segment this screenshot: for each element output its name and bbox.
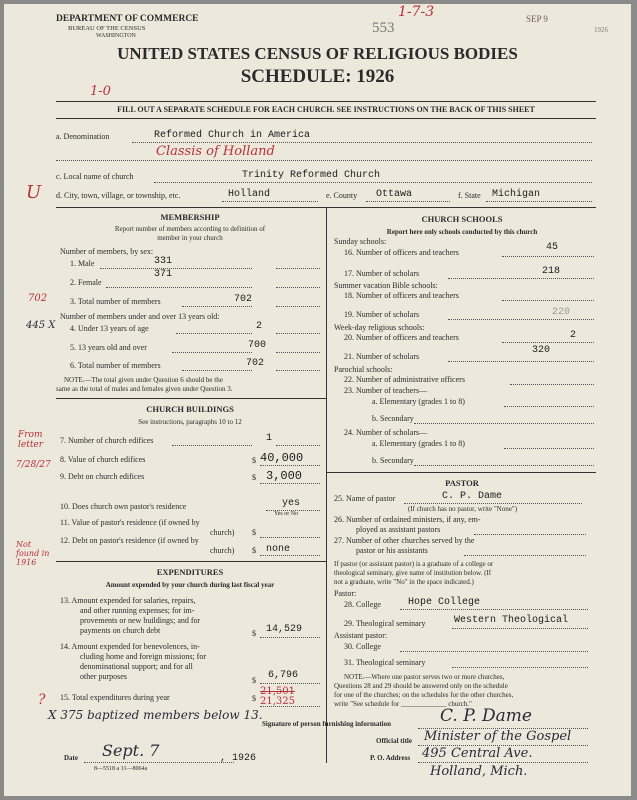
total-expenditure-mark: ? <box>38 692 46 708</box>
residence-debt-label-a: 12. Debt on pastor's residence (if owned by <box>60 536 199 545</box>
edifices-value: 1 <box>266 433 273 444</box>
official-title-label: Official title <box>376 737 412 745</box>
margin-mark-u: U <box>26 182 42 203</box>
under13-value: 2 <box>256 321 263 332</box>
edifices-label: 7. Number of church edifices <box>60 436 154 445</box>
edifice-value-label: 8. Value of church edifices <box>60 455 146 464</box>
weekday-officers-label: 20. Number of officers and teachers <box>344 333 459 342</box>
owns-residence-value: yes <box>282 498 301 509</box>
other-churches-a: 27. Number of other churches served by the <box>334 536 475 545</box>
date-label: Date <box>64 754 78 762</box>
admin-officers-label: 22. Number of administrative officers <box>344 375 465 384</box>
schools-title: CHURCH SCHOOLS <box>421 214 503 224</box>
membership-note2: same as the total of males and females given under Question 3. <box>56 385 233 393</box>
pastor-name-label: 25. Name of pastor <box>334 494 396 503</box>
assistant-sublabel: Assistant pastor: <box>334 631 388 640</box>
denomination-value: Reformed Church in America <box>154 130 311 141</box>
total6-label: 6. Total number of members <box>70 361 161 370</box>
expenditures-title: EXPENDITURES <box>156 567 224 577</box>
pastor-note-4: write "See schedule for _____________ church." <box>334 700 472 708</box>
ordained-ministers-a: 26. Number of ordained ministers, if any, em- <box>334 515 481 524</box>
not-found-note: Not found in 1916 <box>16 540 50 567</box>
weekday-officers-value: 2 <box>570 330 577 341</box>
from-letter-note: From letter <box>18 430 44 450</box>
print-code: 8—5518 a 11—8064a <box>94 766 148 772</box>
teachers-elementary-label: a. Elementary (grades 1 to 8) <box>372 397 465 406</box>
benevolences-b: cluding home and foreign missions; for <box>80 652 206 661</box>
pastor-college-value: Hope College <box>408 597 481 608</box>
residence-value-label-a: 11. Value of pastor's residence (if owned by <box>60 518 200 527</box>
pastor-name-value: C. P. Dame <box>442 491 503 502</box>
stamp-number: 553 <box>372 20 395 36</box>
parochial-schools-label: Parochial schools: <box>334 365 393 374</box>
expenditures-sub: Amount expended by your church during last fiscal year <box>105 581 275 589</box>
owns-residence-label: 10. Does church own pastor's residence <box>60 502 187 511</box>
over13-label: 5. 13 years old and over <box>70 343 147 352</box>
summer-schools-label: Summer vacation Bible schools: <box>334 281 438 290</box>
department-label: DEPARTMENT OF COMMERCE <box>56 14 199 24</box>
county-value: Ottawa <box>376 189 413 200</box>
assistant-college-label: 30. College <box>344 642 381 651</box>
running-expenses-value: 14,529 <box>266 624 303 635</box>
instruction-line: FILL OUT A SEPARATE SCHEDULE FOR EACH CHURCH. SEE INSTRUCTIONS ON THE BACK OF THIS SHEET <box>117 105 535 114</box>
schedule-title: SCHEDULE: 1926 <box>240 66 395 87</box>
total-expenditures-correction: 21,325 <box>260 696 295 707</box>
residence-value-label-b: church) <box>210 528 235 537</box>
denomination-label: a. Denomination <box>56 132 110 141</box>
dollar-sign-9: $ <box>252 473 256 482</box>
dollar-sign-13: $ <box>252 629 256 638</box>
dollar-sign-15: $ <box>252 694 256 703</box>
dollar-sign-12: $ <box>252 546 256 555</box>
stamp-code: 1-7-3 <box>398 4 435 20</box>
membership-title: MEMBERSHIP <box>160 212 220 222</box>
summer-scholars-label: 19. Number of scholars <box>344 310 420 319</box>
assistant-seminary-label: 31. Theological seminary <box>344 658 426 667</box>
sunday-officers-label: 16. Number of officers and teachers <box>344 248 459 257</box>
weekday-scholars-value: 320 <box>532 345 551 356</box>
by-sex-label: Number of members, by sex: <box>60 247 154 256</box>
female-value: 371 <box>154 269 173 280</box>
date-value: Sept. 7 <box>102 741 160 760</box>
scholars-secondary-label: b. Secondary <box>372 456 414 465</box>
membership-sub2: member in your church <box>157 234 223 242</box>
running-expenses-b: and other running expenses; for im- <box>80 606 195 615</box>
scholars-elementary-label: a. Elementary (grades 1 to 8) <box>372 439 465 448</box>
pastor-seminary-label: 29. Theological seminary <box>344 619 426 628</box>
edifice-debt-value: 3,000 <box>266 469 303 483</box>
po-address-line1: 495 Central Ave. <box>422 746 533 761</box>
running-expenses-d: payments on church debt <box>80 626 161 635</box>
baptized-members-note: X 375 baptized members below 13. <box>48 708 263 722</box>
date-year: , 1926 <box>220 753 257 764</box>
pastor-college-label: 28. College <box>344 600 381 609</box>
membership-note1: NOTE.—The total given under Question 6 should be the <box>64 376 223 384</box>
over13-value: 700 <box>248 340 267 351</box>
benevolences-d: other purposes <box>80 672 127 681</box>
county-label: e. County <box>326 191 358 200</box>
sunday-scholars-value: 218 <box>542 266 561 277</box>
running-expenses-c: provements or new buildings; and for <box>80 616 201 625</box>
benevolences-a: 14. Amount expended for benevolences, in- <box>60 642 200 651</box>
running-expenses-a: 13. Amount expended for salaries, repairs, <box>60 596 196 605</box>
summer-officers-label: 18. Number of officers and teachers <box>344 291 459 300</box>
date-stamp: SEP 9 <box>526 14 548 24</box>
dollar-sign-11: $ <box>252 528 256 537</box>
pastor-sublabel: Pastor: <box>334 589 357 598</box>
male-value: 331 <box>154 256 173 267</box>
benevolences-c: denominational support; and for all <box>80 662 193 671</box>
buildings-title: CHURCH BUILDINGS <box>146 404 234 414</box>
official-title-value: Minister of the Gospel <box>424 729 572 744</box>
scholars-label: 24. Number of scholars— <box>344 428 428 437</box>
sunday-officers-value: 45 <box>546 242 559 253</box>
city-label: WASHINGTON <box>96 33 136 39</box>
yes-no-hint: Yes or No <box>274 511 299 517</box>
teachers-label: 23. Number of teachers— <box>344 386 428 395</box>
sunday-scholars-label: 17. Number of scholars <box>344 269 420 278</box>
schools-sub: Report here only schools conducted by this church <box>386 228 538 236</box>
weekday-scholars-label: 21. Number of scholars <box>344 352 420 361</box>
local-name-label: c. Local name of church <box>56 172 134 181</box>
city-value: Holland <box>228 189 271 200</box>
edifice-debt-label: 9. Debt on church edifices <box>60 472 145 481</box>
state-label: f. State <box>458 191 481 200</box>
census-schedule-sheet <box>4 4 631 796</box>
pastor-title: PASTOR <box>445 478 479 488</box>
graduate-instruction-2: theological seminary, give name of institution below. (If <box>334 569 492 577</box>
total-expenditures-label: 15. Total expenditures during year <box>60 693 170 702</box>
total-margin-note: 702 <box>28 293 48 304</box>
teachers-secondary-label: b. Secondary <box>372 414 414 423</box>
graduate-instruction-3: not a graduate, write "No" in the space indicated.) <box>334 578 474 586</box>
po-address-label: P. O. Address <box>370 754 411 762</box>
signature-value: C. P. Dame <box>440 706 532 726</box>
membership-sub1: Report number of members according to definition of <box>114 225 266 233</box>
total-expenditures-value: 21,501 <box>260 686 295 697</box>
residence-debt-value: none <box>266 544 291 555</box>
under13-margin-mark: 445 X <box>26 320 56 331</box>
total6-value: 702 <box>246 358 265 369</box>
classis-note: Classis of Holland <box>156 144 275 159</box>
residence-debt-label-b: church) <box>210 546 235 555</box>
year-stamp: 1926 <box>594 26 608 34</box>
state-value: Michigan <box>492 189 541 200</box>
sunday-schools-label: Sunday schools: <box>334 237 387 246</box>
male-label: 1. Male <box>70 259 95 268</box>
weekday-schools-label: Week-day religious schools: <box>334 323 425 332</box>
bureau-label: BUREAU OF THE CENSUS <box>68 25 146 32</box>
pastor-seminary-value: Western Theological <box>454 615 569 626</box>
graduate-instruction-1: If pastor (or assistant pastor) is a graduate of a college or <box>334 560 494 568</box>
form-title: UNITED STATES CENSUS OF RELIGIOUS BODIES <box>117 44 518 63</box>
benevolences-value: 6,796 <box>268 670 299 681</box>
under13-label: 4. Under 13 years of age <box>70 324 149 333</box>
female-label: 2. Female <box>70 278 102 287</box>
edifice-value-value: 40,000 <box>260 451 304 465</box>
total-members-label: 3. Total number of members <box>70 297 161 306</box>
buildings-sub: See instructions, paragraphs 10 to 12 <box>138 418 242 426</box>
age-heading: Number of members under and over 13 years old: <box>60 312 220 321</box>
signature-label: Signature of person furnishing information <box>262 720 391 728</box>
letter-date-note: 7/28/27 <box>16 460 51 470</box>
po-address-line2: Holland, Mich. <box>430 764 528 779</box>
pastor-note-2: Questions 28 and 29 should be answered only on the schedule <box>334 682 508 690</box>
pastor-name-hint: (If church has no pastor, write "None") <box>408 505 518 513</box>
code-mark: 1-0 <box>90 84 111 99</box>
dollar-sign-8: $ <box>252 456 256 465</box>
total-members-value: 702 <box>234 294 253 305</box>
summer-scholars-value: 220 <box>552 307 571 318</box>
pastor-note-1: NOTE.—Where one pastor serves two or more churches, <box>344 673 505 681</box>
pastor-note-3: for one of the churches; on the schedules for the other churches, <box>334 691 514 699</box>
ordained-ministers-b: ployed as assistant pastors <box>356 525 441 534</box>
dollar-sign-14: $ <box>252 676 256 685</box>
other-churches-b: pastor or his assistants <box>356 546 428 555</box>
local-name-value: Trinity Reformed Church <box>242 170 381 181</box>
city-label-d: d. City, town, village, or township, etc. <box>56 191 181 200</box>
